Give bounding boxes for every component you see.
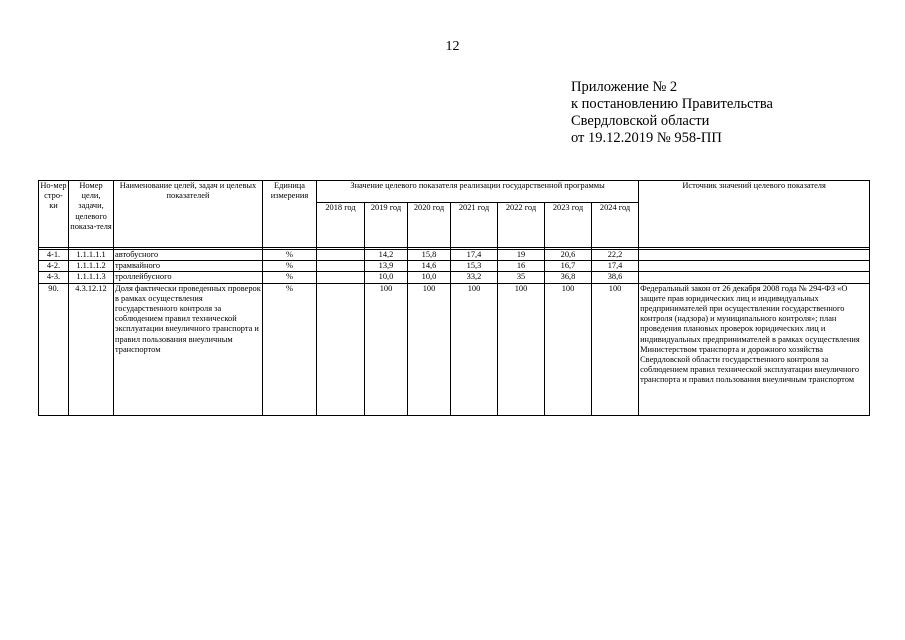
header-source: Источник значений целевого показателя	[639, 181, 870, 248]
indicator-name: троллейбусного	[114, 272, 263, 283]
value-2019: 100	[365, 283, 408, 415]
value-2020: 10,0	[408, 272, 451, 283]
value-2020: 15,8	[408, 250, 451, 261]
unit: %	[263, 250, 317, 261]
value-2021: 33,2	[451, 272, 498, 283]
appendix-heading	[571, 79, 773, 147]
table-row	[39, 272, 870, 283]
row-no: 4-1.	[39, 250, 69, 261]
source	[639, 261, 870, 272]
appendix-line-2: к постановлению Правительства	[571, 96, 773, 112]
target-indicators-table	[38, 180, 870, 416]
value-2021: 15,3	[451, 261, 498, 272]
unit: %	[263, 261, 317, 272]
value-2022: 35	[498, 272, 545, 283]
value-2022: 100	[498, 283, 545, 415]
value-2019: 13,9	[365, 261, 408, 272]
value-2018	[317, 261, 365, 272]
value-2018	[317, 272, 365, 283]
header-year: 2018 год	[317, 203, 365, 248]
header-year: 2021 год	[451, 203, 498, 248]
row-no: 4-2.	[39, 261, 69, 272]
header-values-group: Значение целевого показателя реализации государственной программы	[317, 181, 639, 203]
value-2018	[317, 250, 365, 261]
goal-no: 4.3.12.12	[69, 283, 114, 415]
goal-no: 1.1.1.1.2	[69, 261, 114, 272]
header-year: 2020 год	[408, 203, 451, 248]
value-2021: 100	[451, 283, 498, 415]
indicator-name: автобусного	[114, 250, 263, 261]
header-year: 2024 год	[592, 203, 639, 248]
table-row	[39, 250, 870, 261]
source	[639, 272, 870, 283]
header-goal-no: Номер цели, задачи, целевого показа-теля	[69, 181, 114, 248]
indicator-name: Доля фактически проведенных проверок в рамках осуществления государственного контроля за соблюдением правил технической эксплуатации внеуличного транспорта и правил пользования внеуличным транспортом	[114, 283, 263, 415]
value-2019: 14,2	[365, 250, 408, 261]
header-row-no: Но-мер стро-ки	[39, 181, 69, 248]
header-unit: Единица измерения	[263, 181, 317, 248]
table-header-row-1	[39, 181, 870, 203]
appendix-line-4: от 19.12.2019 № 958-ПП	[571, 130, 722, 146]
value-2021: 17,4	[451, 250, 498, 261]
value-2020: 100	[408, 283, 451, 415]
value-2023: 100	[545, 283, 592, 415]
value-2023: 20,6	[545, 250, 592, 261]
header-year: 2019 год	[365, 203, 408, 248]
value-2022: 16	[498, 261, 545, 272]
value-2023: 16,7	[545, 261, 592, 272]
goal-no: 1.1.1.1.3	[69, 272, 114, 283]
value-2023: 36,8	[545, 272, 592, 283]
unit: %	[263, 283, 317, 415]
table-row	[39, 261, 870, 272]
value-2024: 22,2	[592, 250, 639, 261]
header-year: 2022 год	[498, 203, 545, 248]
header-name: Наименование целей, задач и целевых показателей	[114, 181, 263, 248]
value-2022: 19	[498, 250, 545, 261]
value-2024: 100	[592, 283, 639, 415]
row-no: 4-3.	[39, 272, 69, 283]
value-2024: 38,6	[592, 272, 639, 283]
value-2018	[317, 283, 365, 415]
appendix-line-3: Свердловской области	[571, 113, 710, 129]
row-no: 90.	[39, 283, 69, 415]
source: Федеральный закон от 26 декабря 2008 года № 294-ФЗ «О защите прав юридических лиц и индивидуальных предпринимателей при осуществлении государственного контроля (надзора) и муниципального контроля»; план проведения плановых проверок юридических лиц и индивидуальных предпринимателей в рамках осуществления Министерством транспорта и дорожного хозяйства Свердловской области государственного контроля за соблюдением правил технической эксплуатации внеуличного транспорта и правил пользования внеуличным транспортом	[639, 283, 870, 415]
indicator-name: трамвайного	[114, 261, 263, 272]
goal-no: 1.1.1.1.1	[69, 250, 114, 261]
appendix-line-1: Приложение № 2	[571, 79, 678, 95]
value-2019: 10,0	[365, 272, 408, 283]
table-row	[39, 283, 870, 415]
value-2024: 17,4	[592, 261, 639, 272]
page-number: 12	[445, 39, 460, 54]
unit: %	[263, 272, 317, 283]
value-2020: 14,6	[408, 261, 451, 272]
header-year: 2023 год	[545, 203, 592, 248]
source	[639, 250, 870, 261]
